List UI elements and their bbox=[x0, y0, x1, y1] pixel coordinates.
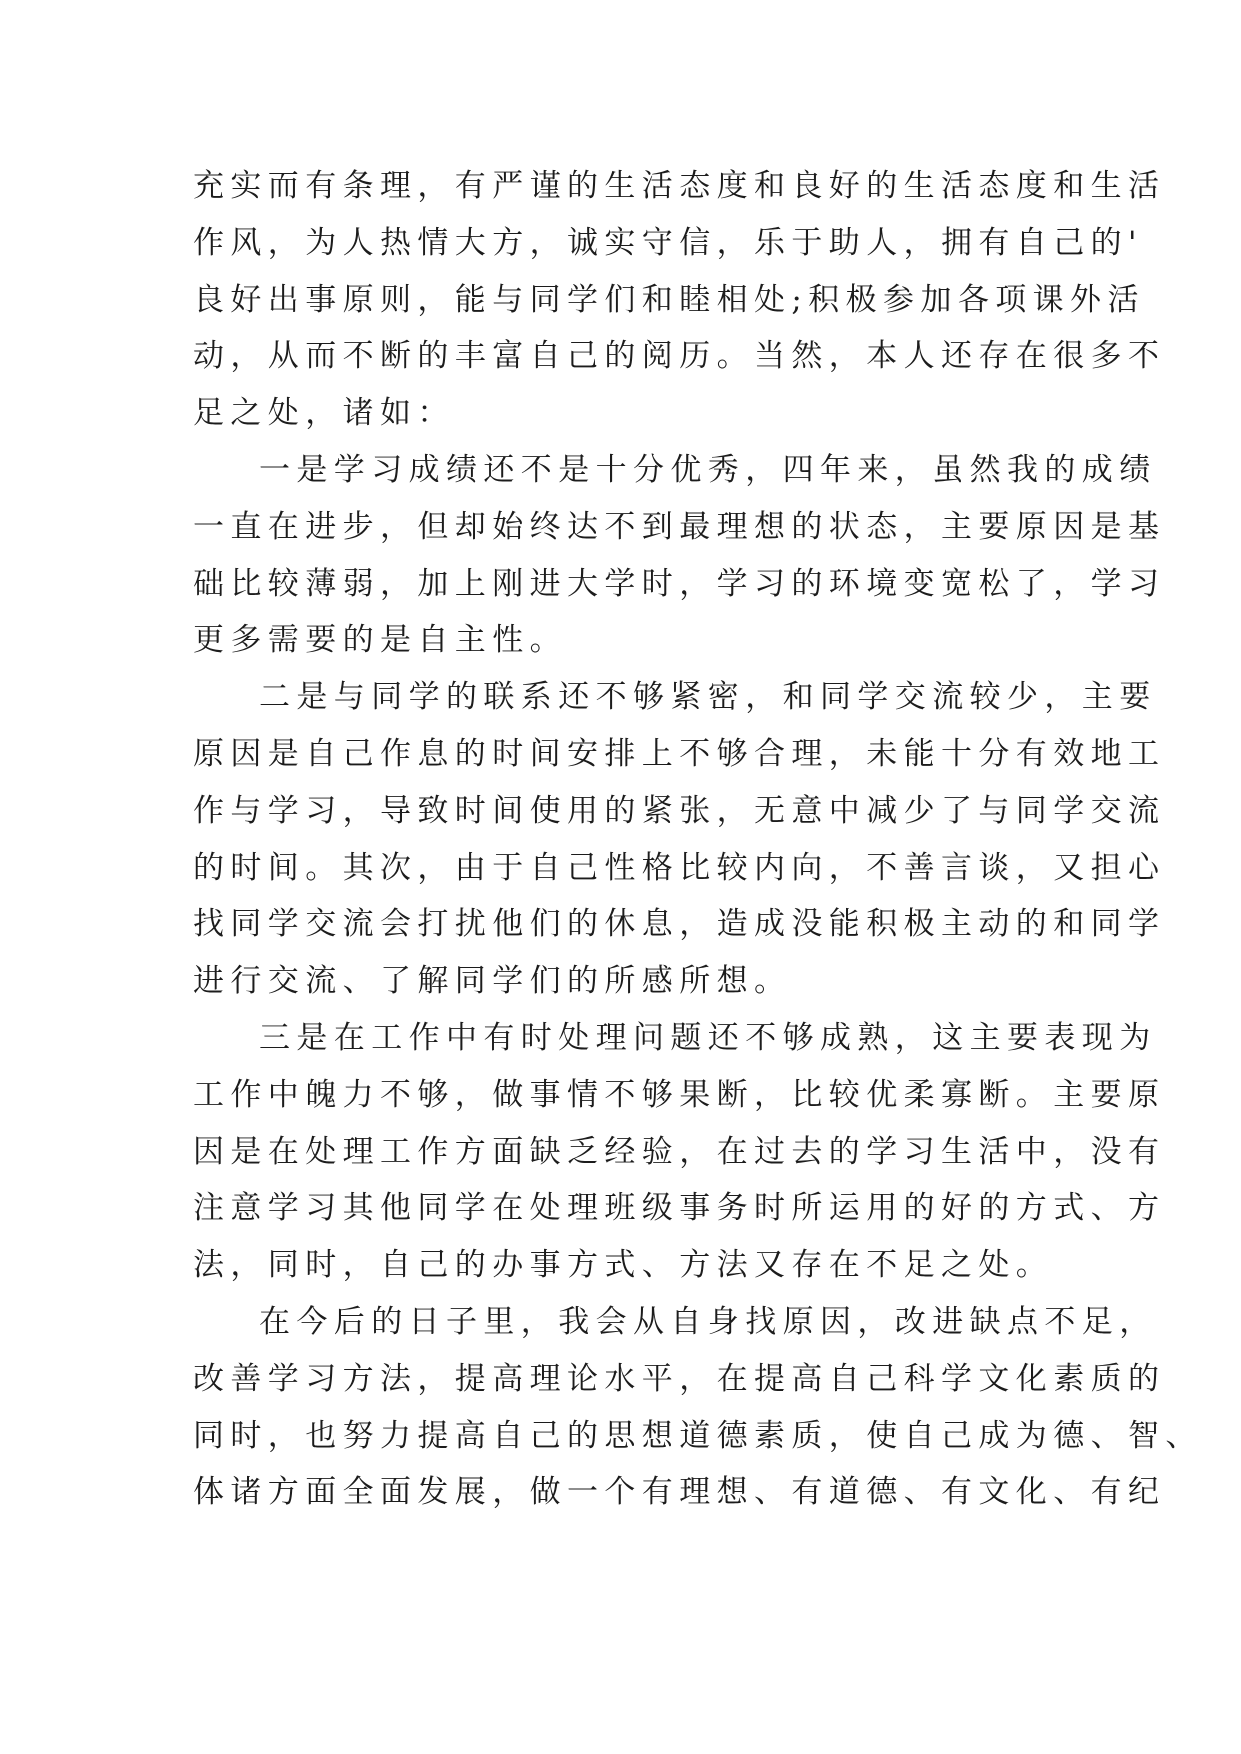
text-line: 良好出事原则，能与同学们和睦相处;积极参加各项课外活 bbox=[193, 281, 1145, 318]
text-line: 原因是自己作息的时间安排上不够合理，未能十分有效地工 bbox=[193, 735, 1166, 772]
text-line: 一直在进步，但却始终达不到最理想的状态，主要原因是基 bbox=[193, 508, 1166, 545]
text-line: 础比较薄弱，加上刚进大学时，学习的环境变宽松了，学习 bbox=[193, 565, 1166, 602]
text-line: 注意学习其他同学在处理班级事务时所运用的好的方式、方 bbox=[193, 1190, 1166, 1227]
text-line: 足之处，诸如： bbox=[193, 395, 455, 432]
text-line: 改善学习方法，提高理论水平，在提高自己科学文化素质的 bbox=[193, 1360, 1166, 1397]
text-line: 同时，也努力提高自己的思想道德素质，使自己成为德、智、 bbox=[193, 1417, 1203, 1454]
text-line: 充实而有条理，有严谨的生活态度和良好的生活态度和生活 bbox=[193, 168, 1166, 204]
text-line: 因是在处理工作方面缺乏经验，在过去的学习生活中，没有 bbox=[193, 1133, 1166, 1170]
text-line: 进行交流、了解同学们的所感所想。 bbox=[193, 963, 792, 1000]
paragraph-first-line: 在今后的日子里，我会从自身找原因，改进缺点不足， bbox=[259, 1303, 1157, 1340]
text-line: 动，从而不断的丰富自己的阅历。当然，本人还存在很多不 bbox=[193, 338, 1166, 375]
paragraph-first-line: 二是与同学的联系还不够紧密，和同学交流较少，主要 bbox=[259, 679, 1157, 716]
text-line: 更多需要的是自主性。 bbox=[193, 622, 567, 659]
text-line: 作与学习，导致时间使用的紧张，无意中减少了与同学交流 bbox=[193, 792, 1166, 829]
paragraph-first-line: 三是在工作中有时处理问题还不够成熟，这主要表现为 bbox=[259, 1019, 1157, 1056]
text-line: 找同学交流会打扰他们的休息，造成没能积极主动的和同学 bbox=[193, 906, 1166, 943]
text-line: 体诸方面全面发展，做一个有理想、有道德、有文化、有纪 bbox=[193, 1474, 1166, 1511]
text-line: 作风，为人热情大方，诚实守信，乐于助人，拥有自己的' bbox=[193, 224, 1143, 261]
text-line: 的时间。其次，由于自己性格比较内向，不善言谈，又担心 bbox=[193, 849, 1166, 886]
text-line: 法，同时，自己的办事方式、方法又存在不足之处。 bbox=[193, 1247, 1054, 1284]
text-line: 工作中魄力不够，做事情不够果断，比较优柔寡断。主要原 bbox=[193, 1076, 1166, 1113]
paragraph-first-line: 一是学习成绩还不是十分优秀，四年来，虽然我的成绩 bbox=[259, 451, 1157, 488]
document-body-text bbox=[193, 158, 1203, 1521]
